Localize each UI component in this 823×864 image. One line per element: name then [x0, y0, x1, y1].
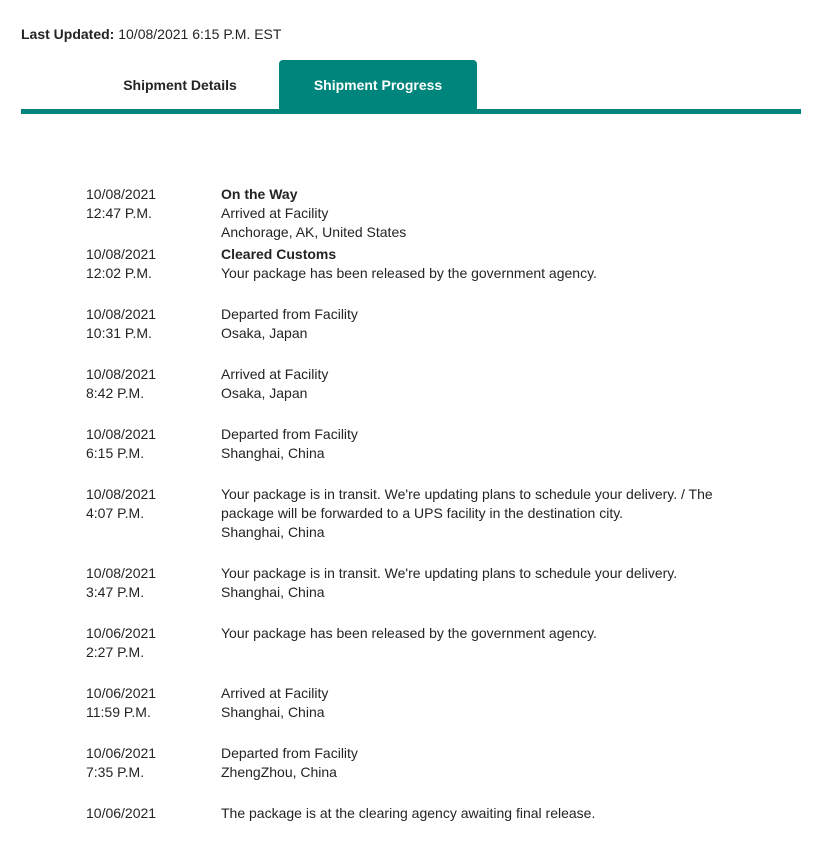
event-datetime	[86, 804, 206, 823]
event-status: Cleared Customs	[221, 246, 337, 262]
event-description: Your package is in transit. We're updating plans to schedule your delivery. / The package will be forwarded to a UPS facility in the destination city.	[221, 486, 713, 521]
progress-event	[0, 305, 823, 365]
event-datetime	[86, 485, 206, 523]
event-time: 8:42 P.M.	[86, 385, 145, 401]
event-datetime	[86, 684, 206, 722]
event-datetime	[86, 365, 206, 403]
event-time: 12:47 P.M.	[86, 205, 152, 221]
tab-bar	[21, 60, 801, 114]
tab-shipment-details[interactable]: Shipment Details	[81, 60, 279, 109]
event-location: ZhengZhou, China	[221, 764, 337, 780]
event-description: Your package has been released by the government agency.	[221, 265, 597, 281]
event-datetime	[86, 564, 206, 602]
event-time: 11:59 P.M.	[86, 704, 151, 720]
event-description: Arrived at Facility	[221, 205, 329, 221]
event-date: 10/06/2021	[86, 745, 157, 761]
event-details	[221, 804, 721, 823]
event-description: Your package has been released by the government agency.	[221, 625, 597, 641]
progress-event	[0, 744, 823, 804]
event-location: Osaka, Japan	[221, 325, 308, 341]
event-date: 10/08/2021	[86, 306, 157, 322]
event-details	[221, 624, 721, 643]
event-datetime	[86, 245, 206, 283]
event-details	[221, 365, 721, 403]
event-date: 10/06/2021	[86, 625, 157, 641]
event-location: Shanghai, China	[221, 445, 325, 461]
event-description: Arrived at Facility	[221, 685, 329, 701]
event-description: Arrived at Facility	[221, 366, 329, 382]
event-location: Shanghai, China	[221, 524, 325, 540]
progress-event	[0, 245, 823, 305]
event-details	[221, 245, 721, 283]
progress-event	[0, 485, 823, 564]
event-description: Departed from Facility	[221, 306, 358, 322]
last-updated-value: 10/08/2021 6:15 P.M. EST	[118, 26, 282, 42]
event-details	[221, 684, 721, 722]
event-location: Shanghai, China	[221, 704, 325, 720]
tab-shipment-progress[interactable]: Shipment Progress	[279, 60, 477, 109]
event-date: 10/08/2021	[86, 426, 157, 442]
event-details	[221, 564, 721, 602]
progress-list	[0, 185, 823, 864]
progress-event	[0, 365, 823, 425]
event-details	[221, 485, 721, 542]
event-datetime	[86, 425, 206, 463]
event-date: 10/08/2021	[86, 486, 157, 502]
event-date: 10/08/2021	[86, 366, 157, 382]
event-time: 7:35 P.M.	[86, 764, 145, 780]
event-time: 3:47 P.M.	[86, 584, 145, 600]
event-details	[221, 744, 721, 782]
event-time: 6:15 P.M.	[86, 445, 145, 461]
progress-event	[0, 684, 823, 744]
event-location: Shanghai, China	[221, 584, 325, 600]
progress-event	[0, 425, 823, 485]
event-details	[221, 305, 721, 343]
progress-event	[0, 185, 823, 245]
event-status: On the Way	[221, 186, 298, 202]
event-description: Your package is in transit. We're updating plans to schedule your delivery.	[221, 565, 678, 581]
progress-event	[0, 564, 823, 624]
event-time: 2:27 P.M.	[86, 644, 145, 660]
event-date: 10/06/2021	[86, 685, 157, 701]
event-description: Departed from Facility	[221, 426, 358, 442]
event-location: Anchorage, AK, United States	[221, 224, 407, 240]
last-updated	[21, 26, 281, 42]
event-date: 10/06/2021	[86, 805, 157, 821]
progress-event	[0, 804, 823, 864]
event-time: 10:31 P.M.	[86, 325, 152, 341]
progress-event	[0, 624, 823, 684]
event-datetime	[86, 624, 206, 662]
event-datetime	[86, 305, 206, 343]
event-details	[221, 185, 721, 242]
event-location: Osaka, Japan	[221, 385, 308, 401]
event-description: The package is at the clearing agency awaiting final release.	[221, 805, 596, 821]
event-date: 10/08/2021	[86, 186, 157, 202]
event-date: 10/08/2021	[86, 246, 157, 262]
event-datetime	[86, 185, 206, 223]
event-date: 10/08/2021	[86, 565, 157, 581]
last-updated-label: Last Updated:	[21, 26, 115, 42]
event-datetime	[86, 744, 206, 782]
event-time: 4:07 P.M.	[86, 505, 145, 521]
event-description: Departed from Facility	[221, 745, 358, 761]
event-details	[221, 425, 721, 463]
event-time: 12:02 P.M.	[86, 265, 152, 281]
